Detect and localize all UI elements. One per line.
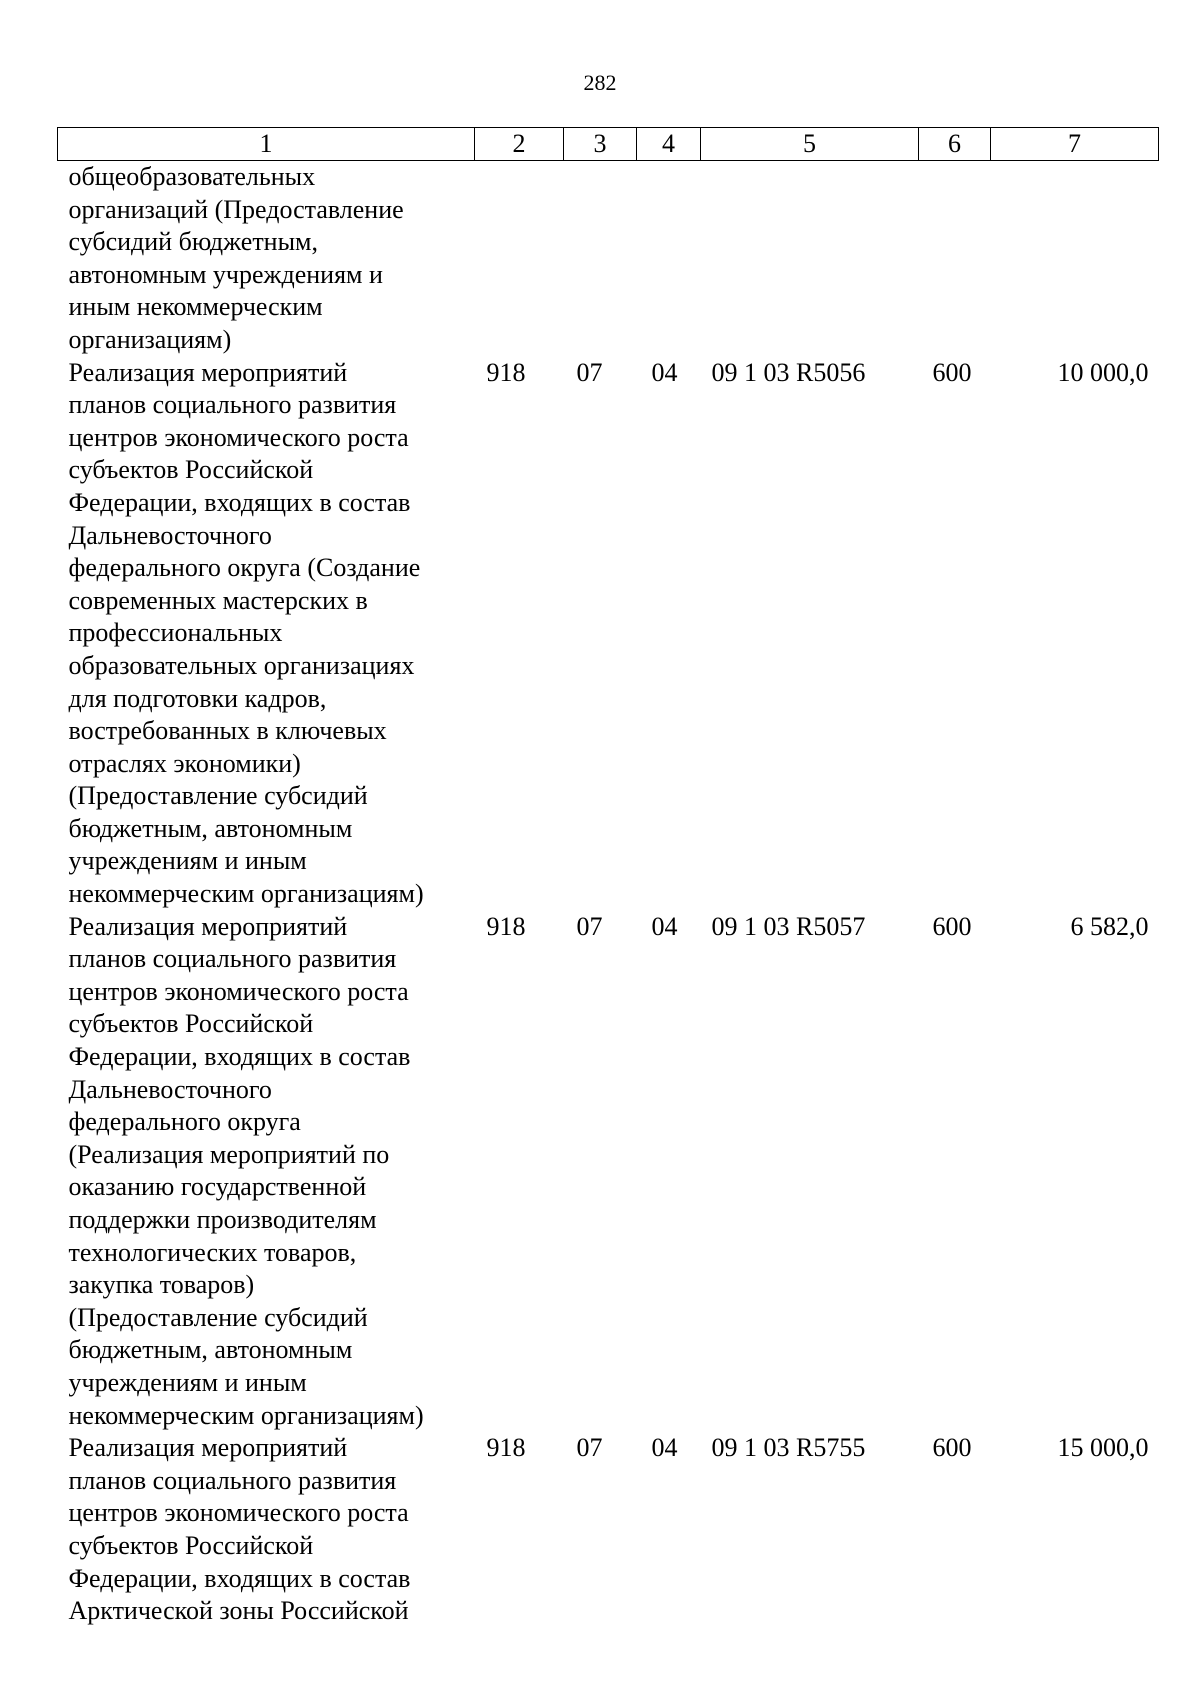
section-code-cell: 07 [576,357,603,387]
amount-cell [991,161,1159,357]
row-name-cell [58,1432,475,1628]
row-name-line: (Предоставление субсидий [68,781,368,811]
row-name-line: отраслях экономики) [68,748,301,778]
column-header-5: 5 [701,128,919,161]
subsection-code-cell: 04 [651,1433,678,1463]
target-article-code-cell: 09 1 03 R5755 [711,1433,866,1463]
row-name-line: закупка товаров) [68,1270,255,1300]
row-name-line: Федерации, входящих в состав [68,1042,411,1072]
table-body [58,161,1159,1628]
row-name-line: центров экономического роста [68,422,409,452]
row-name-line: востребованных в ключевых [68,716,387,746]
row-name-line: субъектов Российской [68,455,314,485]
target-article-code-cell [701,161,919,357]
row-name-line: оказанию государственной [68,1172,367,1202]
target-article-code-cell: 09 1 03 R5057 [711,911,866,941]
ministry-code-cell: 918 [486,911,526,941]
column-header-6: 6 [919,128,991,161]
row-name-line: поддержки производителям [68,1205,377,1234]
row-name-line: учреждениям и иным [68,846,307,876]
subsection-code-cell: 04 [651,357,678,387]
ministry-code-cell: 918 [486,357,526,387]
row-name-line: субъектов Российской [68,1530,314,1560]
row-name-line: бюджетным, автономным [68,1335,353,1365]
row-name-line: федерального округа [68,1107,301,1137]
row-name-line: (Предоставление субсидий [68,1302,368,1332]
table-row [58,357,1159,911]
row-name-line: общеобразовательных [68,162,316,191]
row-name-line: Федерации, входящих в состав [68,487,411,517]
page-number: 282 [583,70,617,95]
row-name-line: автономным учреждениям и [68,259,383,289]
row-name-line: субсидий бюджетным, [68,227,319,257]
row-name-line: планов социального развития [68,944,397,974]
expense-type-code-cell: 600 [932,911,972,941]
row-name-line: технологических товаров, [68,1237,357,1267]
table-row [58,911,1159,1433]
row-name-line: организациям) [68,324,232,354]
row-name-line: некоммерческим организациям) [68,1400,424,1430]
row-name-line: Дальневосточного [68,1074,272,1104]
row-name-line: центров экономического роста [68,1498,409,1528]
row-name-cell [58,357,475,911]
table-row [58,1432,1159,1628]
column-header-3: 3 [564,128,637,161]
row-name-line: организаций (Предоставление [68,194,404,224]
row-name-line: субъектов Российской [68,1009,314,1039]
row-name-line: Федерации, входящих в состав [68,1563,411,1593]
section-code-cell: 07 [576,1433,603,1463]
row-name-line: планов социального развития [68,1465,397,1495]
row-name-line: профессиональных [68,618,283,648]
column-header-1: 1 [58,128,475,161]
subsection-code-cell: 04 [651,911,678,941]
column-header-7: 7 [991,128,1159,161]
ministry-code-cell: 918 [486,1433,526,1463]
row-name-cell [58,161,475,357]
amount-cell: 10 000,0 [1057,357,1149,387]
row-name-line: для подготовки кадров, [68,683,327,713]
row-name-line: центров экономического роста [68,976,409,1006]
row-name-line: Реализация мероприятий [68,357,348,387]
row-name-line: Реализация мероприятий [68,911,348,941]
ministry-code-cell [475,161,564,357]
row-name-line: некоммерческим организациям) [68,879,424,909]
row-name-line: иным некоммерческим [68,292,323,322]
row-name-line: Реализация мероприятий [68,1433,348,1463]
column-header-4: 4 [637,128,701,161]
expense-type-code-cell: 600 [932,357,972,387]
budget-table [57,127,1159,1628]
subsection-code-cell [637,161,701,357]
section-code-cell [564,161,637,357]
expense-type-code-cell [919,161,991,357]
column-header-2: 2 [475,128,564,161]
amount-cell: 15 000,0 [1057,1433,1149,1463]
row-name-line: (Реализация мероприятий по [68,1139,390,1169]
table-row [58,161,1159,357]
row-name-line: образовательных организациях [68,650,415,680]
row-name-line: бюджетным, автономным [68,813,353,843]
table-header-row [58,128,1159,161]
row-name-line: федерального округа (Создание [68,553,421,583]
row-name-line: Арктической зоны Российской [68,1596,409,1626]
target-article-code-cell: 09 1 03 R5056 [711,357,866,387]
row-name-cell [58,911,475,1433]
row-name-line: учреждениям и иным [68,1367,307,1397]
expense-type-code-cell: 600 [932,1433,972,1463]
row-name-line: современных мастерских в [68,585,368,615]
section-code-cell: 07 [576,911,603,941]
row-name-line: планов социального развития [68,390,397,420]
amount-cell: 6 582,0 [1070,911,1149,941]
row-name-line: Дальневосточного [68,520,272,550]
